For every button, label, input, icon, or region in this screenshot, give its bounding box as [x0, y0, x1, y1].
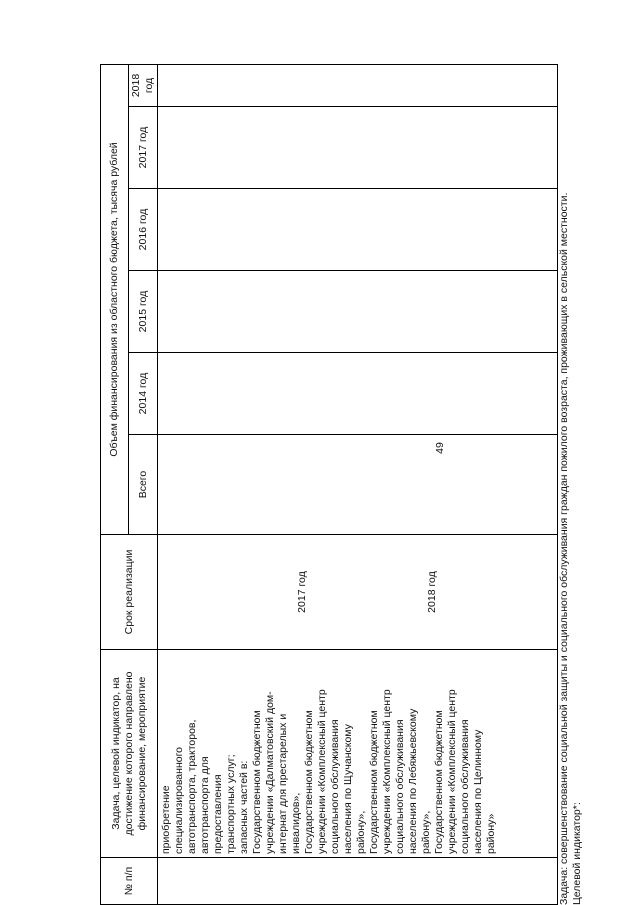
- footer-task: Задача: совершенствование социальной защиты и социального обслуживания граждан пожилого возраста, проживающих в сельской местности.: [558, 192, 570, 905]
- header-2018: 2018 год: [129, 64, 158, 106]
- cell-2017: [158, 107, 558, 189]
- cell-task-text: приобретение специализированного автотранспорта, тракторов, автотранспорта для предоставления транспортных услуг; запасных частей в: Государственном бюджетном учреждении «Далматовский дом- интернат для престарелых и инвалидов», Государственном бюджетном учреждении «Комплексный центр социального обслуживания населения по Щучанскому району», Государственном бюджетном учреждении «Комплексный центр социального обслуживания населения по Лебяжьевскому району», Государственном бюджетном учреждении «Комплексный центр социального обслуживания населения по Целинному району»: [158, 650, 558, 858]
- table-row: [158, 64, 558, 904]
- footer-indicator: Целевой индикатор*:: [571, 802, 583, 905]
- rotated-page-content: [100, 65, 615, 905]
- header-2016: 2016 год: [129, 189, 158, 271]
- term-2017: 2017 год: [296, 571, 308, 613]
- term-2018: 2018 год: [426, 571, 438, 613]
- cell-2018: [158, 64, 558, 106]
- financing-table: [100, 64, 558, 905]
- cell-num: [158, 858, 558, 905]
- header-total: Всего: [129, 435, 158, 535]
- header-term: Срок реализации: [101, 535, 158, 650]
- header-2017: 2017 год: [129, 107, 158, 189]
- header-2014: 2014 год: [129, 353, 158, 435]
- cell-2016: [158, 189, 558, 271]
- header-2015: 2015 год: [129, 271, 158, 353]
- page-number: 49: [434, 442, 446, 454]
- header-num: № п/п: [101, 858, 158, 905]
- cell-2015: [158, 271, 558, 353]
- header-funding: Объем финансирования из областного бюджета, тысяча рублей: [101, 64, 129, 534]
- cell-total: [158, 435, 558, 535]
- header-task: Задача, целевой индикатор, на достижение которого направлено финансирование, мероприятие: [101, 650, 158, 858]
- footer-text: [558, 65, 584, 905]
- cell-term: [158, 535, 558, 650]
- cell-2014: [158, 353, 558, 435]
